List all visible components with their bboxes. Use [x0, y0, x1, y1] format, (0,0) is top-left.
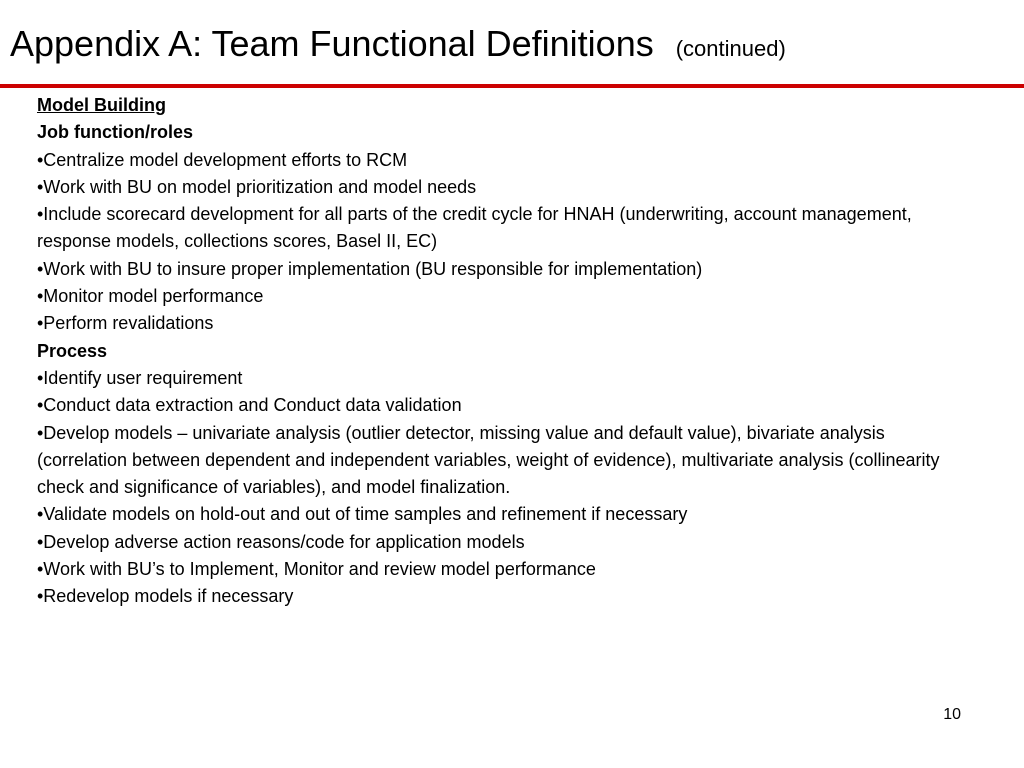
title-main: Appendix A: Team Functional Definitions	[10, 23, 654, 64]
content-body	[37, 92, 977, 611]
job-function-heading: Job function/roles	[37, 122, 194, 143]
title-divider	[0, 84, 1024, 88]
job-item: •Centralize model development efforts to RCM	[37, 149, 408, 170]
title-suffix: (continued)	[675, 36, 786, 61]
job-item: •Monitor model performance	[37, 286, 264, 307]
job-item: •Include scorecard development for all parts of the credit cycle for HNAH (underwriting, account management, response models, collections scores, Basel II, EC)	[37, 204, 912, 252]
process-item: •Identify user requirement	[37, 367, 243, 388]
job-item: •Perform revalidations	[37, 313, 214, 334]
process-item: •Validate models on hold-out and out of time samples and refinement if necessary	[37, 504, 688, 525]
process-item: •Work with BU’s to Implement, Monitor and review model performance	[37, 559, 596, 580]
job-item: •Work with BU to insure proper implementation (BU responsible for implementation)	[37, 258, 703, 279]
process-item: •Develop models – univariate analysis (outlier detector, missing value and default value), bivariate analysis (correlation between dependent and independent variables, weight of evidence), multivariate analysis (collinearity check and significance of variables), and model finalization.	[37, 422, 940, 498]
job-item: •Work with BU on model prioritization and model needs	[37, 176, 477, 197]
slide-title	[10, 22, 786, 71]
process-item: •Develop adverse action reasons/code for application models	[37, 531, 525, 552]
page-number: 10	[943, 706, 961, 723]
process-heading: Process	[37, 340, 108, 361]
process-item: •Redevelop models if necessary	[37, 586, 294, 607]
section-heading: Model Building	[37, 95, 166, 115]
process-item: •Conduct data extraction and Conduct data validation	[37, 395, 462, 416]
